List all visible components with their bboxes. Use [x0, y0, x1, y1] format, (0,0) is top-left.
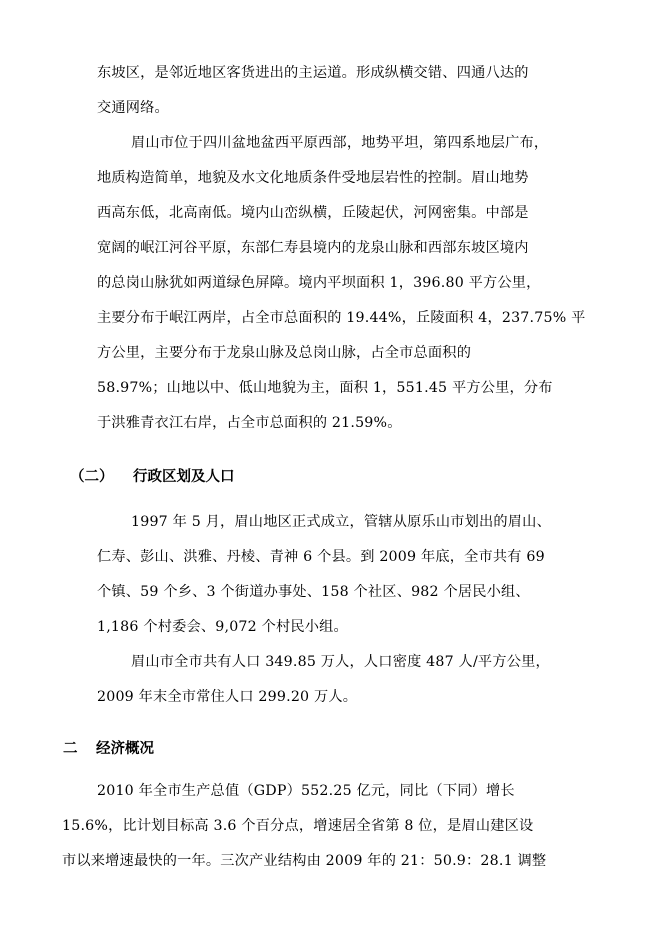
paragraph-line: 个镇、59 个乡、3 个街道办事处、158 个社区、982 个居民小组、: [97, 584, 530, 600]
paragraph-line: 交通网络。: [97, 100, 169, 116]
paragraph-line: 58.97%；山地以中、低山地貌为主，面积 1，551.45 平方公里，分布: [97, 380, 553, 396]
paragraph-line: 东坡区，是邻近地区客货进出的主运道。形成纵横交错、四通八达的: [97, 65, 529, 81]
paragraph-line: 眉山市全市共有人口 349.85 万人，人口密度 487 人/平方公里，: [131, 654, 550, 670]
paragraph-line: 方公里，主要分布于龙泉山脉及总岗山脉，占全市总面积的: [97, 345, 472, 361]
paragraph-line: 15.6%，比计划目标高 3.6 个百分点，增速居全省第 8 位，是眉山建区设: [62, 818, 534, 834]
paragraph-line: 地质构造简单，地貌及水文化地质条件受地层岩性的控制。眉山地势: [97, 170, 529, 186]
paragraph-line: 眉山市位于四川盆地盆西平原西部，地势平坦，第四系地层广布，: [131, 135, 549, 151]
section-title: 经济概况: [96, 741, 154, 757]
paragraph-line: 的总岗山脉犹如两道绿色屏障。境内平坝面积 1，396.80 平方公里，: [97, 275, 541, 291]
paragraph-line: 于洪雅青衣江右岸，占全市总面积的 21.59%。: [97, 415, 402, 431]
paragraph-line: 仁寿、彭山、洪雅、丹棱、青神 6 个县。到 2009 年底，全市共有 69: [97, 549, 545, 565]
paragraph-line: 主要分布于岷江两岸，占全市总面积的 19.44%，丘陵面积 4，237.75% 平: [97, 310, 586, 326]
paragraph-line: 1,186 个村委会、9,072 个村民小组。: [97, 619, 348, 635]
paragraph-line: 2010 年全市生产总值（GDP）552.25 亿元，同比（下同）增长: [97, 783, 515, 799]
paragraph-line: 市以来增速最快的一年。三次产业结构由 2009 年的 21：50.9：28.1 调整: [62, 853, 547, 869]
section-number: 二: [63, 741, 78, 757]
section-title: 行政区划及人口: [133, 469, 235, 485]
section-number: （二）: [70, 469, 114, 485]
paragraph-line: 宽阔的岷江河谷平原，东部仁寿县境内的龙泉山脉和西部东坡区境内: [97, 240, 529, 256]
paragraph-line: 1997 年 5 月，眉山地区正式成立，管辖从原乐山市划出的眉山、: [131, 514, 551, 530]
paragraph-line: 2009 年末全市常住人口 299.20 万人。: [97, 689, 358, 705]
paragraph-line: 西高东低，北高南低。境内山峦纵横，丘陵起伏，河网密集。中部是: [97, 205, 529, 221]
